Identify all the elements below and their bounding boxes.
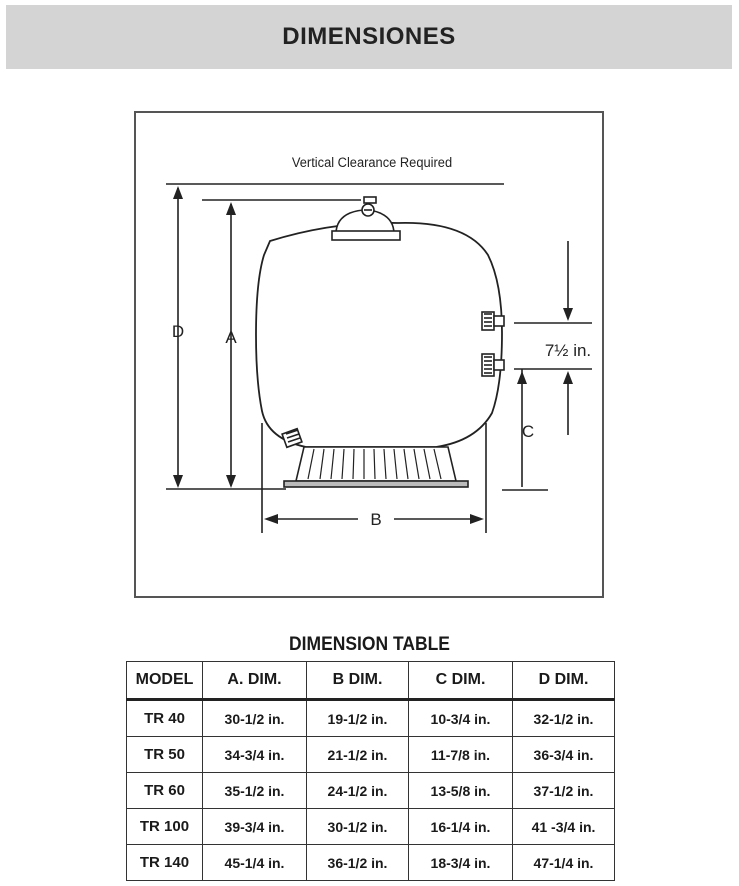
- table-row: [127, 773, 615, 809]
- model-cell: TR 140: [127, 845, 203, 881]
- header-bar: [6, 5, 732, 69]
- label-c: C: [521, 422, 535, 441]
- table-header-row: [127, 662, 615, 700]
- a-dim-cell: 30-1/2 in.: [203, 700, 307, 737]
- clearance-caption: Vertical Clearance Required: [291, 154, 453, 171]
- a-dim-cell: 45-1/4 in.: [203, 845, 307, 881]
- col-header-a: A. DIM.: [203, 662, 307, 700]
- d-dim-cell: 37-1/2 in.: [513, 773, 615, 809]
- c-dim-cell: 10-3/4 in.: [409, 700, 513, 737]
- label-d: D: [171, 322, 185, 341]
- label-a: A: [225, 328, 237, 347]
- col-header-d: D DIM.: [513, 662, 615, 700]
- c-dim-cell: 13-5/8 in.: [409, 773, 513, 809]
- d-dim-cell: 36-3/4 in.: [513, 737, 615, 773]
- d-dim-cell: 47-1/4 in.: [513, 845, 615, 881]
- a-dim-cell: 35-1/2 in.: [203, 773, 307, 809]
- model-cell: TR 50: [127, 737, 203, 773]
- table-row: [127, 809, 615, 845]
- col-header-b: B DIM.: [307, 662, 409, 700]
- page-title: DIMENSIONES: [282, 23, 456, 50]
- a-dim-cell: 34-3/4 in.: [203, 737, 307, 773]
- b-dim-cell: 19-1/2 in.: [307, 700, 409, 737]
- model-cell: TR 60: [127, 773, 203, 809]
- base-plate: [284, 481, 468, 487]
- col-header-c: C DIM.: [409, 662, 513, 700]
- d-dim-cell: 32-1/2 in.: [513, 700, 615, 737]
- table-title: DIMENSION TABLE: [289, 634, 450, 655]
- c-dim-cell: 11-7/8 in.: [409, 737, 513, 773]
- b-dim-cell: 30-1/2 in.: [307, 809, 409, 845]
- d-dim-cell: 41 -3/4 in.: [513, 809, 615, 845]
- table-row: [127, 700, 615, 737]
- label-b: B: [370, 510, 382, 529]
- c-dim-cell: 16-1/4 in.: [409, 809, 513, 845]
- c-dim-cell: 18-3/4 in.: [409, 845, 513, 881]
- tank-body: [256, 223, 502, 447]
- filter-drawing: [136, 113, 602, 596]
- table-row: [127, 845, 615, 881]
- filter-diagram: [134, 111, 604, 598]
- col-header-model: MODEL: [127, 662, 203, 700]
- b-dim-cell: 36-1/2 in.: [307, 845, 409, 881]
- model-cell: TR 100: [127, 809, 203, 845]
- dimension-table: [126, 661, 615, 881]
- b-dim-cell: 21-1/2 in.: [307, 737, 409, 773]
- table-row: [127, 737, 615, 773]
- b-dim-cell: 24-1/2 in.: [307, 773, 409, 809]
- model-cell: TR 40: [127, 700, 203, 737]
- port-spacing-label: 7½ in.: [544, 341, 592, 360]
- a-dim-cell: 39-3/4 in.: [203, 809, 307, 845]
